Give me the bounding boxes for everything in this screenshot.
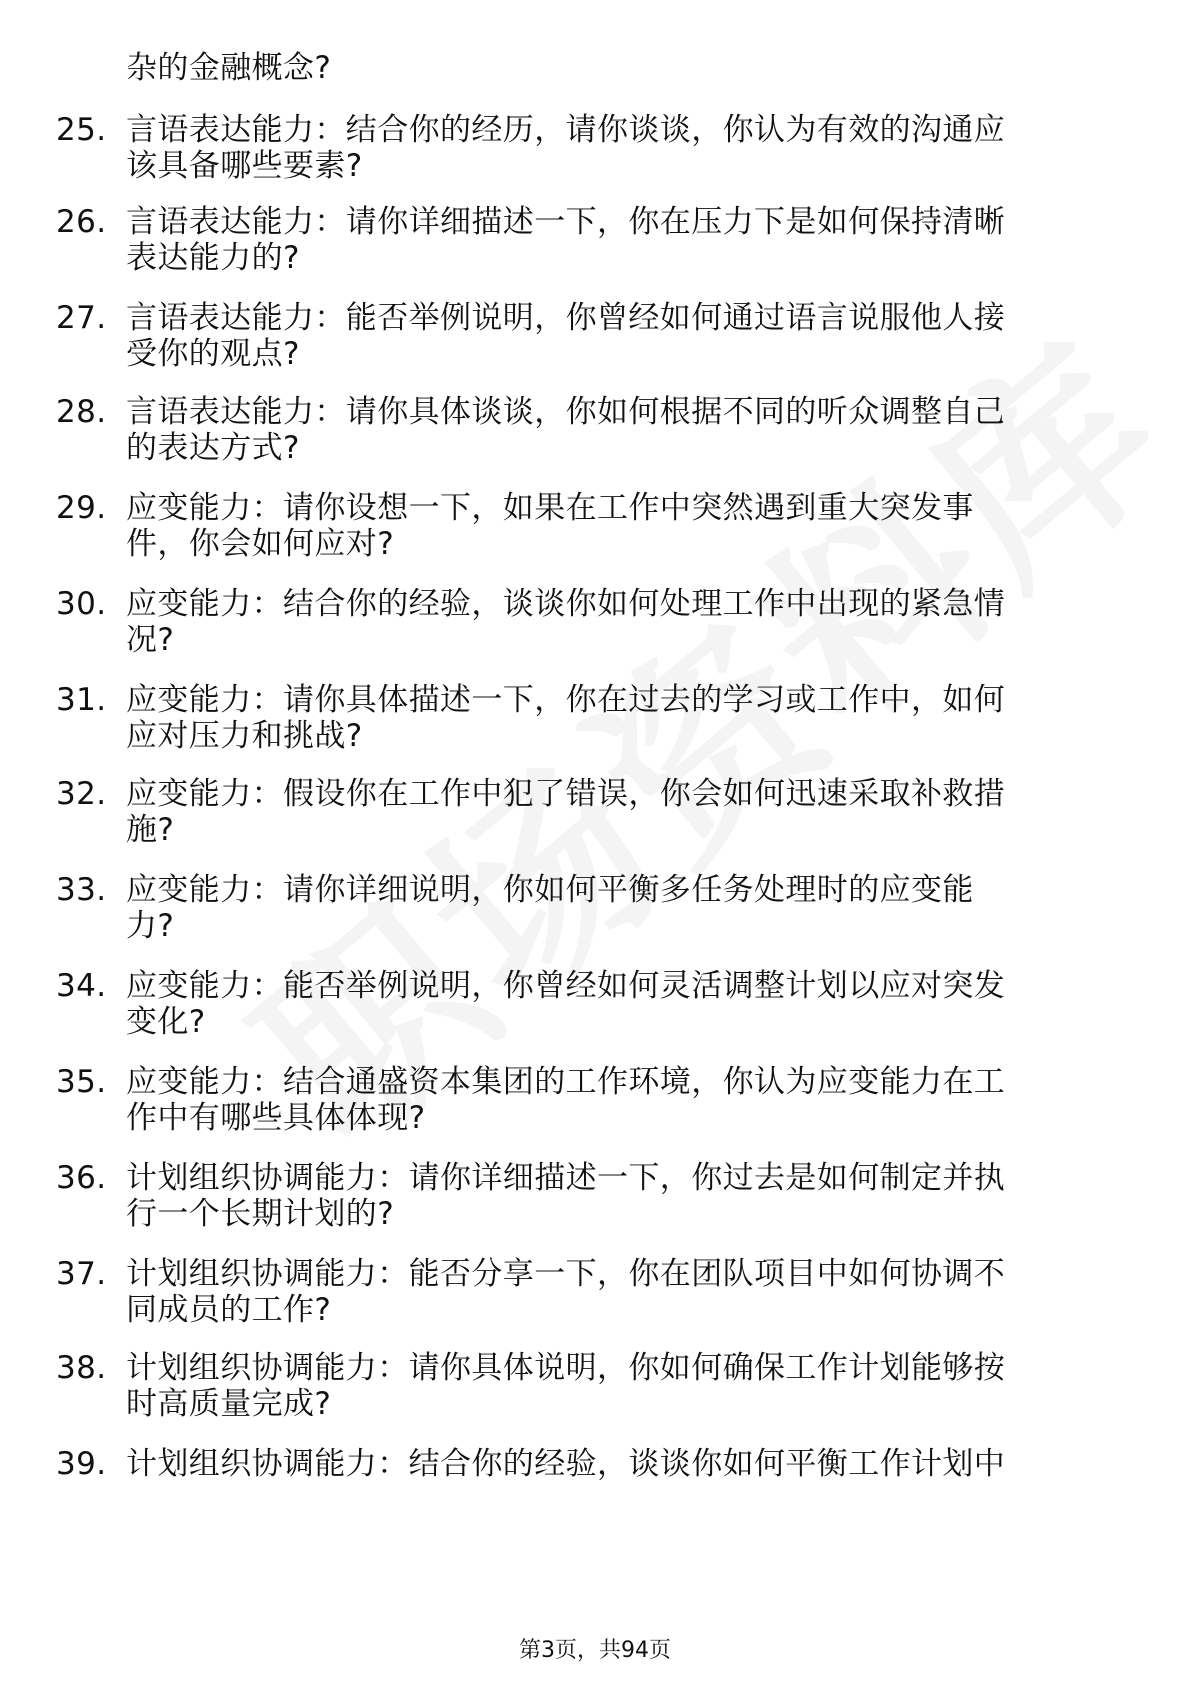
- item-text-line2: 变化?: [126, 1004, 206, 1040]
- item-text-line2: 行一个长期计划的?: [126, 1196, 395, 1232]
- item-text-line1: 计划组织协调能力：能否分享一下，你在团队项目中如何协调不: [126, 1256, 1006, 1292]
- item-text-line1: 言语表达能力：请你详细描述一下，你在压力下是如何保持清晰: [126, 204, 1006, 240]
- item-number: 37.: [56, 1256, 107, 1292]
- item-text-line2: 作中有哪些具体体现?: [126, 1100, 426, 1136]
- item-text-line2: 施?: [126, 812, 175, 848]
- item-number: 27.: [56, 300, 107, 336]
- item-text-line2: 件，你会如何应对?: [126, 526, 395, 562]
- item-text-line2: 应对压力和挑战?: [126, 718, 363, 754]
- item-text-line1: 计划组织协调能力：请你详细描述一下，你过去是如何制定并执: [126, 1160, 1006, 1196]
- item-text-line2: 受你的观点?: [126, 336, 300, 372]
- item-text-line1: 计划组织协调能力：结合你的经验，谈谈你如何平衡工作计划中: [126, 1446, 1006, 1482]
- item-number: 34.: [56, 968, 107, 1004]
- item-number: 26.: [56, 204, 107, 240]
- item-text-line2: 表达能力的?: [126, 240, 300, 276]
- item-number: 36.: [56, 1160, 107, 1196]
- item-text-line1: 应变能力：结合通盛资本集团的工作环境，你认为应变能力在工: [126, 1064, 1006, 1100]
- item-text-line2: 力?: [126, 908, 175, 944]
- item-text-line2: 时高质量完成?: [126, 1386, 332, 1422]
- item-text-line2: 同成员的工作?: [126, 1292, 332, 1328]
- item-text-line1: 应变能力：结合你的经验，谈谈你如何处理工作中出现的紧急情: [126, 586, 1006, 622]
- item-number: 25.: [56, 112, 107, 148]
- item-number: 33.: [56, 872, 107, 908]
- item-text-line1: 应变能力：请你具体描述一下，你在过去的学习或工作中，如何: [126, 682, 1006, 718]
- item-text-line1: 言语表达能力：能否举例说明，你曾经如何通过语言说服他人接: [126, 300, 1006, 336]
- item-text-line1: 应变能力：假设你在工作中犯了错误，你会如何迅速采取补救措: [126, 776, 1006, 812]
- item-number: 38.: [56, 1350, 107, 1386]
- item-number: 32.: [56, 776, 107, 812]
- carryover-line: 杂的金融概念?: [126, 50, 332, 86]
- item-number: 31.: [56, 682, 107, 718]
- item-text-line1: 应变能力：请你设想一下，如果在工作中突然遇到重大突发事: [126, 490, 974, 526]
- item-number: 39.: [56, 1446, 107, 1482]
- item-number: 30.: [56, 586, 107, 622]
- page-footer: 第3页，共94页: [519, 1638, 671, 1663]
- item-text-line2: 的表达方式?: [126, 430, 300, 466]
- item-text-line1: 言语表达能力：请你具体谈谈，你如何根据不同的听众调整自己: [126, 394, 1006, 430]
- item-text-line1: 应变能力：请你详细说明，你如何平衡多任务处理时的应变能: [126, 872, 974, 908]
- item-text-line2: 该具备哪些要素?: [126, 148, 363, 184]
- item-text-line2: 况?: [126, 622, 175, 658]
- item-number: 35.: [56, 1064, 107, 1100]
- item-text-line1: 计划组织协调能力：请你具体说明，你如何确保工作计划能够按: [126, 1350, 1006, 1386]
- item-text-line1: 言语表达能力：结合你的经历，请你谈谈，你认为有效的沟通应: [126, 112, 1006, 148]
- item-text-line1: 应变能力：能否举例说明，你曾经如何灵活调整计划以应对突发: [126, 968, 1006, 1004]
- item-number: 28.: [56, 394, 107, 430]
- item-number: 29.: [56, 490, 107, 526]
